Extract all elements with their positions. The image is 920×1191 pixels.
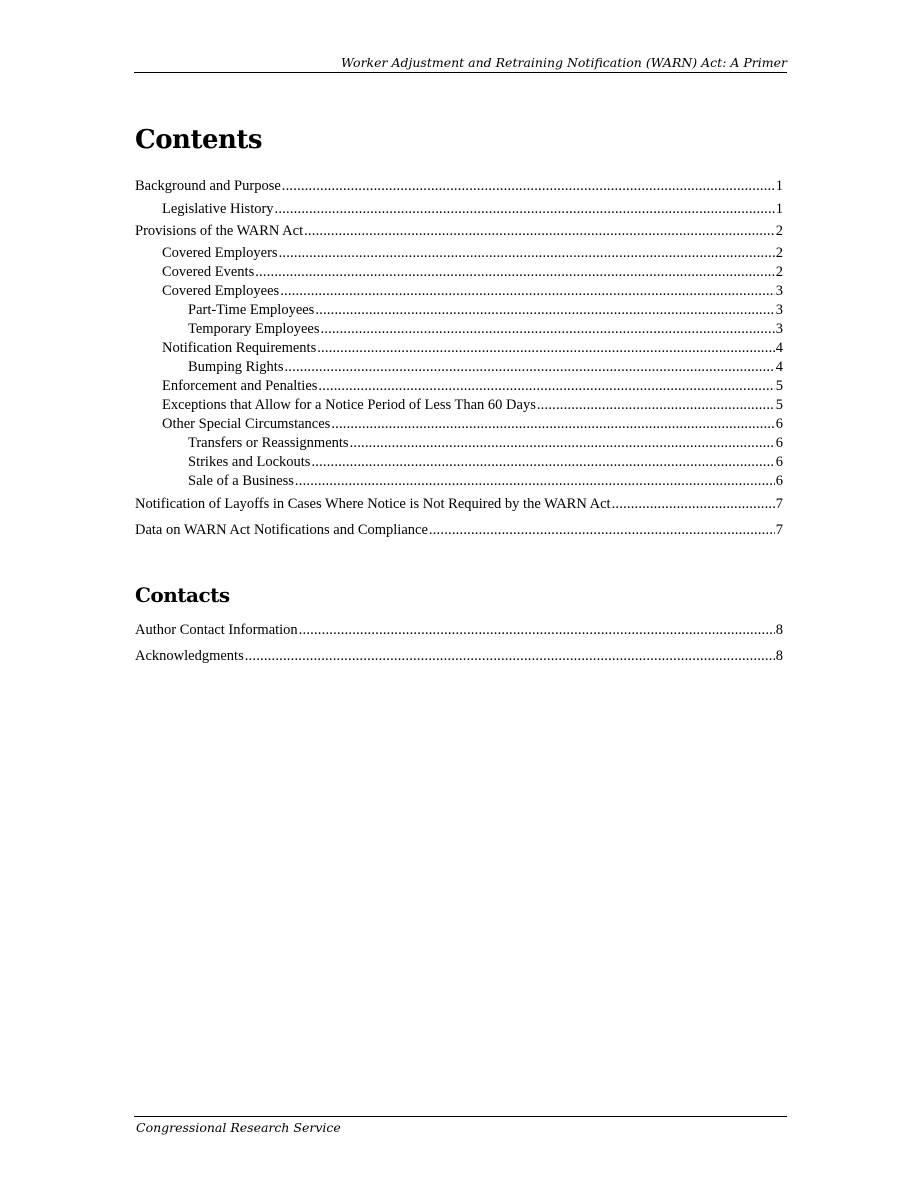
toc-entry-transfers-or-reassignments[interactable] [135, 434, 783, 452]
toc-entry-title: Data on WARN Act Notifications and Compliance [135, 522, 428, 538]
toc-entry-title: Author Contact Information [135, 622, 298, 638]
toc-entry-title: Exceptions that Allow for a Notice Period of Less Than 60 Days [162, 397, 536, 413]
dot-leader [317, 339, 775, 357]
dot-leader [320, 320, 774, 338]
dot-leader [255, 263, 775, 281]
toc-entry-title: Temporary Employees [188, 321, 320, 337]
dot-leader [299, 621, 775, 639]
toc-entry-title: Notification Requirements [162, 340, 317, 356]
dot-leader [245, 647, 775, 665]
toc-page-number: 6 [775, 435, 783, 451]
toc-entry-sale-of-a-business[interactable] [135, 472, 783, 490]
toc-entry-title: Covered Employees [162, 283, 280, 299]
dot-leader [311, 453, 774, 471]
contents-heading: Contents [135, 125, 263, 155]
dot-leader [350, 434, 775, 452]
dot-leader [537, 396, 775, 414]
dot-leader [304, 222, 775, 240]
toc-entry-data-on-warn-act[interactable] [135, 521, 783, 539]
running-footer: Congressional Research Service [136, 1120, 341, 1135]
toc-entry-title: Enforcement and Penalties [162, 378, 318, 394]
toc-page-number: 6 [775, 473, 783, 489]
toc-entry-title: Bumping Rights [188, 359, 284, 375]
toc-page-number: 7 [775, 496, 783, 512]
toc-page-number: 5 [775, 378, 783, 394]
contacts-heading: Contacts [135, 583, 230, 607]
toc-entry-part-time-employees[interactable] [135, 301, 783, 319]
toc-entry-title: Notification of Layoffs in Cases Where Notice is Not Required by the WARN Act [135, 496, 611, 512]
toc-entry-strikes-and-lockouts[interactable] [135, 453, 783, 471]
toc-page-number: 3 [775, 321, 783, 337]
toc-entry-title: Background and Purpose [135, 178, 281, 194]
toc-entry-notification-of-layoffs[interactable] [135, 495, 783, 513]
toc-entry-bumping-rights[interactable] [135, 358, 783, 376]
dot-leader [315, 301, 774, 319]
toc-page-number: 1 [775, 201, 783, 217]
toc-page-number: 5 [775, 397, 783, 413]
toc-entry-legislative-history[interactable] [135, 200, 783, 218]
toc-entry-title: Covered Events [162, 264, 255, 280]
toc-page-number: 7 [775, 522, 783, 538]
toc-page-number: 3 [775, 283, 783, 299]
dot-leader [279, 244, 775, 262]
toc-entry-title: Covered Employers [162, 245, 278, 261]
dot-leader [295, 472, 775, 490]
toc-entry-title: Part-Time Employees [188, 302, 315, 318]
toc-entry-title: Acknowledgments [135, 648, 244, 664]
toc-entry-provisions-of-the-warn-act[interactable] [135, 222, 783, 240]
toc-page-number: 6 [775, 454, 783, 470]
toc-page-number: 2 [775, 245, 783, 261]
dot-leader [282, 177, 775, 195]
toc-page-number: 2 [775, 264, 783, 280]
toc-page-number: 2 [775, 223, 783, 239]
toc-entry-title: Sale of a Business [188, 473, 294, 489]
toc-entry-title: Strikes and Lockouts [188, 454, 311, 470]
toc-page-number: 6 [775, 416, 783, 432]
toc-page-number: 8 [775, 622, 783, 638]
toc-entry-exceptions-notice-period[interactable] [135, 396, 783, 414]
toc-entry-covered-employees[interactable] [135, 282, 783, 300]
toc-page-number: 8 [775, 648, 783, 664]
running-header: Worker Adjustment and Retraining Notification (WARN) Act: A Primer [341, 55, 787, 70]
toc-entry-title: Other Special Circumstances [162, 416, 331, 432]
toc-entry-title: Legislative History [162, 201, 274, 217]
toc-page-number: 1 [775, 178, 783, 194]
toc-entry-covered-events[interactable] [135, 263, 783, 281]
toc-page-number: 3 [775, 302, 783, 318]
dot-leader [280, 282, 775, 300]
toc-entry-title: Provisions of the WARN Act [135, 223, 304, 239]
dot-leader [284, 358, 774, 376]
dot-leader [429, 521, 775, 539]
toc-page-number: 4 [775, 340, 783, 356]
dot-leader [331, 415, 774, 433]
dot-leader [318, 377, 774, 395]
footer-rule [134, 1116, 787, 1117]
toc-page-number: 4 [775, 359, 783, 375]
toc-entry-temporary-employees[interactable] [135, 320, 783, 338]
toc-entry-author-contact-information[interactable] [135, 621, 783, 639]
toc-entry-other-special-circumstances[interactable] [135, 415, 783, 433]
dot-leader [612, 495, 775, 513]
toc-entry-background-and-purpose[interactable] [135, 177, 783, 195]
header-rule [134, 72, 787, 73]
toc-entry-covered-employers[interactable] [135, 244, 783, 262]
toc-entry-enforcement-and-penalties[interactable] [135, 377, 783, 395]
toc-entry-acknowledgments[interactable] [135, 647, 783, 665]
toc-entry-notification-requirements[interactable] [135, 339, 783, 357]
toc-entry-title: Transfers or Reassignments [188, 435, 349, 451]
dot-leader [275, 200, 775, 218]
